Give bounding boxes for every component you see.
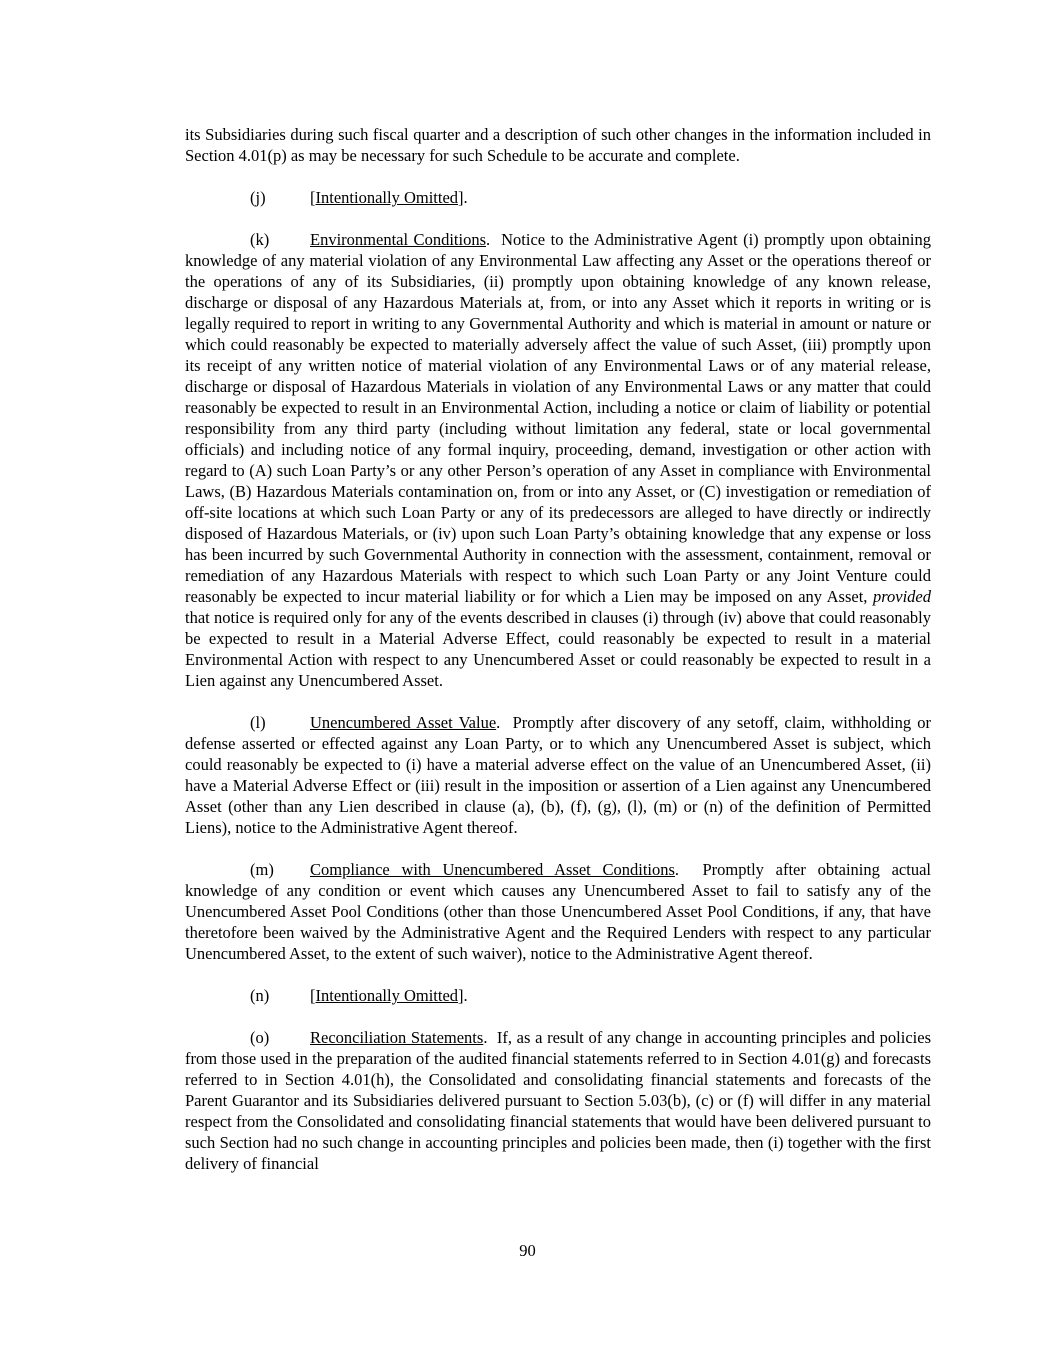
paragraph-heading: Compliance with Unencumbered Asset Conditions [310, 860, 675, 879]
paragraph-text: [ [310, 986, 316, 1005]
paragraph-heading: Reconciliation Statements [310, 1028, 484, 1047]
paragraph-text: [ [310, 188, 316, 207]
paragraph [185, 1027, 931, 1174]
paragraph-text: . Promptly after discovery of any setoff, claim, withholding or defense asserted or effected against any Loan Party, or to which any Unencumbered Asset is subject, which could reasonably be expected to (i) have a material adverse effect on the value of an Unencumbered Asset, (ii) have a Material Adverse Effect or (iii) result in the imposition or assertion of a Lien against any Unencumbered Asset (other than any Lien described in clause (a), (b), (f), (g), (l), (m) or (n) of the definition of Permitted Liens), notice to the Administrative Agent thereof. [185, 713, 931, 837]
paragraph-text: that notice is required only for any of the events described in clauses (i) through (iv) above that could reasonably be expected to result in a Material Adverse Effect, could reasonably be expected to result in a material Environmental Action with respect to any Unencumbered Asset or could reasonably be expected to result in a Lien against any Unencumbered Asset. [185, 608, 931, 690]
paragraph-heading: Environmental Conditions [310, 230, 486, 249]
paragraph-text: . Promptly after obtaining actual knowledge of any condition or event which causes any Unencumbered Asset to fail to satisfy any of the Unencumbered Asset Pool Conditions (other than those Unencumbered Asset Pool Conditions, if any, that have theretofore been waived by the Administrative Agent and the Required Lenders with respect to any particular Unencumbered Asset, to the extent of such waiver), notice to the Administrative Agent thereof. [185, 860, 931, 963]
paragraph-text: ]. [458, 986, 468, 1005]
paragraph-label: (k) [250, 230, 270, 249]
paragraph-heading: Unencumbered Asset Value [310, 713, 497, 732]
paragraph-text: its Subsidiaries during such fiscal quarter and a description of such other changes in the information included in Section 4.01(p) as may be necessary for such Schedule to be accurate and complete. [185, 125, 931, 165]
paragraph-text: ]. [458, 188, 468, 207]
paragraph-label: (o) [250, 1028, 270, 1047]
page-number: 90 [519, 1241, 536, 1260]
paragraph-text: . Notice to the Administrative Agent (i) promptly upon obtaining knowledge of any material violation of any Environmental Law affecting any Asset or the operations thereof or the operations of any of its Subsidiaries, (ii) promptly upon obtaining knowledge of any known release, discharge or disposal of any Hazardous Materials at, from, or into any Asset which it reports in writing or is legally required to report in writing to any Governmental Authority and which is material in amount or nature or which could reasonably be expected to materially adversely affect the value of such Asset, (iii) promptly upon its receipt of any written notice of material violation of any Environmental Laws or of any material release, discharge or disposal of Hazardous Materials in violation of any Environmental Laws or any matter that could reasonably be expected to result in an Environmental Action, including a notice or claim of liability or potential responsibility from any third party (including without limitation any federal, state or local governmental officials) and including notice of any formal inquiry, proceeding, demand, investigation or other action with regard to (A) such Loan Party’s or any other Person’s operation of any Asset in compliance with Environmental Laws, (B) Hazardous Materials contamination on, from or into any Asset, or (C) investigation or remediation of off-site locations at which such Loan Party or any of its predecessors are alleged to have directly or indirectly disposed of Hazardous Materials, or (iv) upon such Loan Party’s obtaining knowledge that any expense or loss has been incurred by such Governmental Authority in connection with the assessment, containment, removal or remediation of any Hazardous Materials with respect to which such Loan Party or any Joint Venture could reasonably be expected to incur material liability or for which a Lien may be imposed on any Asset, [185, 230, 931, 606]
paragraph [185, 187, 931, 208]
document-body [185, 124, 931, 1174]
paragraph-text: . If, as a result of any change in accounting principles and policies from those used in the preparation of the audited financial statements referred to in Section 4.01(g) and forecasts referred to in Section 4.01(h), the Consolidated and consolidating financial statements and forecasts of the Parent Guarantor and its Subsidiaries delivered pursuant to Section 5.03(b), (c) or (f) will differ in any material respect from the Consolidated and consolidating financial statements that would have been delivered pursuant to such Section had no such change in accounting principles and policies been made, then (i) together with the first delivery of financial [185, 1028, 931, 1173]
paragraph [185, 712, 931, 838]
paragraph [185, 985, 931, 1006]
paragraph [185, 229, 931, 691]
paragraph-label: (n) [250, 986, 270, 1005]
paragraph [185, 124, 931, 166]
paragraph-text: provided [872, 587, 931, 606]
paragraph-label: (m) [250, 860, 274, 879]
paragraph-heading: Intentionally Omitted [315, 188, 459, 207]
paragraph-label: (j) [250, 188, 266, 207]
paragraph-heading: Intentionally Omitted [315, 986, 459, 1005]
paragraph-label: (l) [250, 713, 266, 732]
paragraph [185, 859, 931, 964]
